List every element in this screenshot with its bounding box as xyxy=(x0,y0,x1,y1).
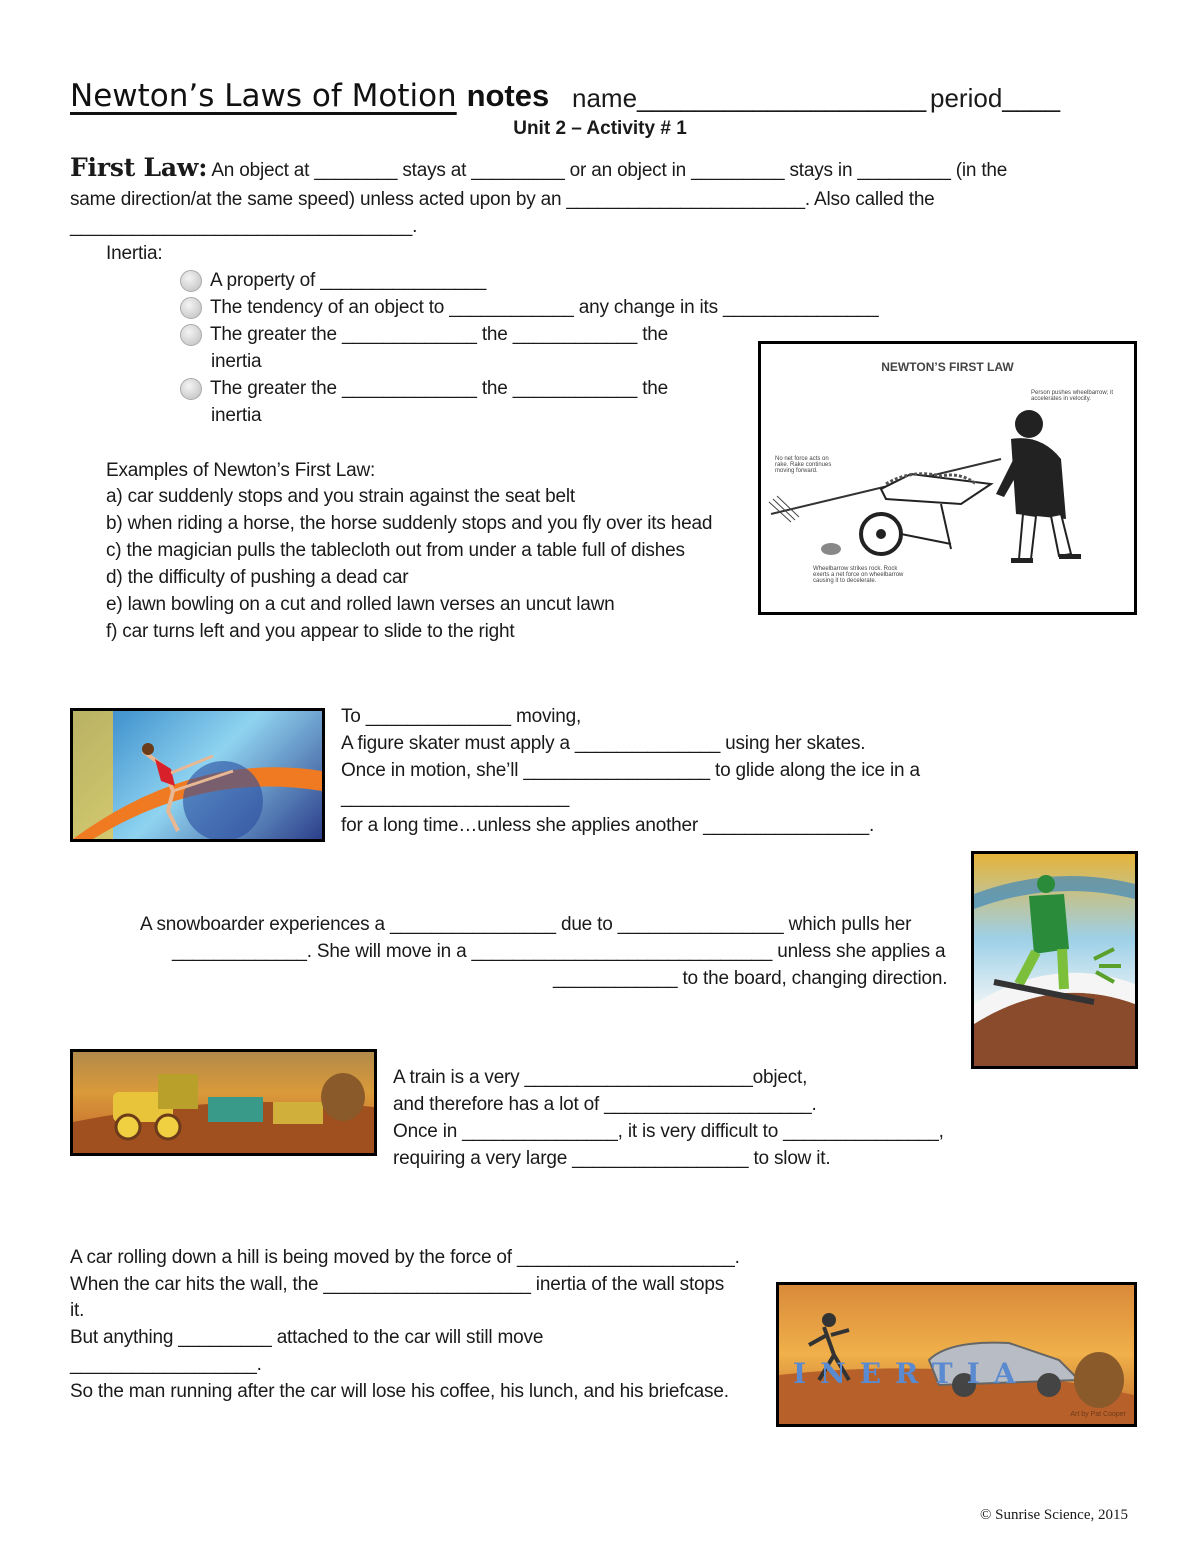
title-main: Newton’s Laws of Motion xyxy=(70,78,457,114)
car-line-5: __________________. xyxy=(70,1354,262,1375)
snowboarder-illustration xyxy=(974,854,1135,1066)
train-line-1: A train is a very ______________________object, xyxy=(393,1067,808,1088)
first-law-text: An object at ________ stays at _________ or an object in _________ stays in _________ (in the xyxy=(211,160,1008,181)
train-image xyxy=(70,1049,377,1156)
title-notes: notes xyxy=(466,78,550,113)
inertia-bullet-4 xyxy=(180,375,668,402)
wheelbarrow-illustration xyxy=(761,344,1134,612)
inertia-bullet-4-cont: inertia xyxy=(211,405,262,426)
skater-line-4: ______________________ xyxy=(341,787,570,808)
figure-note-bottom: Wheelbarrow strikes rock. Rock exerts a net force on wheelbarrow causing it to decelerate. xyxy=(813,566,904,584)
examples-heading: Examples of Newton’s First Law: xyxy=(106,460,376,481)
bullet-icon xyxy=(180,378,202,400)
first-law-label: First Law: xyxy=(70,153,208,182)
skater-line-5: for a long time…unless she applies another ________________. xyxy=(341,815,875,836)
train-line-3: Once in _______________, it is very difficult to _______________, xyxy=(393,1121,944,1142)
artist-credit: Art by Pat Cooper xyxy=(1070,1411,1126,1418)
inertia-bullet-text: The greater the _____________ the ____________ the xyxy=(210,378,669,399)
train-illustration xyxy=(73,1052,374,1153)
example-item: e) lawn bowling on a cut and rolled lawn verses an uncut lawn xyxy=(106,594,615,615)
car-line-2: When the car hits the wall, the ____________________ inertia of the wall stops xyxy=(70,1274,725,1295)
figure-title: NEWTON’S FIRST LAW xyxy=(881,360,1014,374)
figure-note-top: Person pushes wheelbarrow; it accelerates in velocity. xyxy=(1031,390,1114,402)
figure-note-left: No net force acts on rake. Rake continues moving forward. xyxy=(775,456,832,474)
car-line-3: it. xyxy=(70,1300,85,1321)
snowboard-line-2: _____________. She will move in a _____________________________ unless she applies a xyxy=(172,941,946,962)
skater-line-3: Once in motion, she’ll __________________ to glide along the ice in a xyxy=(341,760,920,781)
snowboard-line-1: A snowboarder experiences a ________________ due to ________________ which pulls her xyxy=(140,914,912,935)
copyright: © Sunrise Science, 2015 xyxy=(979,1507,1128,1523)
example-item: c) the magician pulls the tablecloth out from under a table full of dishes xyxy=(106,540,685,561)
example-item: b) when riding a horse, the horse suddenly stops and you fly over its head xyxy=(106,513,713,534)
example-item: a) car suddenly stops and you strain against the seat belt xyxy=(106,486,575,507)
train-line-4: requiring a very large _________________ to slow it. xyxy=(393,1148,831,1169)
first-law-line-1 xyxy=(70,154,1007,184)
bullet-icon xyxy=(180,297,202,319)
inertia-bullet-text: A property of ________________ xyxy=(210,270,487,291)
skater-line-1: To ______________ moving, xyxy=(341,706,582,727)
example-item: d) the difficulty of pushing a dead car xyxy=(106,567,409,588)
inertia-car-image xyxy=(776,1282,1137,1427)
example-item: f) car turns left and you appear to slide to the right xyxy=(106,621,515,642)
inertia-bullet-2 xyxy=(180,294,879,321)
inertia-car-illustration xyxy=(779,1285,1134,1424)
wheelbarrow-figure xyxy=(758,341,1137,615)
skater-line-2: A figure skater must apply a ______________ using her skates. xyxy=(341,733,866,754)
period-field-label: period____ xyxy=(930,83,1061,113)
car-line-6: So the man running after the car will lose his coffee, his lunch, and his briefcase. xyxy=(70,1381,729,1402)
unit-subtitle: Unit 2 – Activity # 1 xyxy=(513,118,687,139)
snowboard-line-3: ____________ to the board, changing direction. xyxy=(553,968,948,989)
page-title xyxy=(70,78,549,114)
name-field-label: name____________________ xyxy=(572,83,927,113)
car-line-4: But anything _________ attached to the car will still move xyxy=(70,1327,544,1348)
first-law-line-3: _________________________________. xyxy=(70,216,418,237)
inertia-bullet-3 xyxy=(180,321,668,348)
figure-skater-illustration xyxy=(73,711,322,839)
bullet-icon xyxy=(180,270,202,292)
train-line-2: and therefore has a lot of ____________________. xyxy=(393,1094,817,1115)
inertia-bullet-3-cont: inertia xyxy=(211,351,262,372)
first-law-line-2: same direction/at the same speed) unless acted upon by an _______________________. Also called the xyxy=(70,189,935,210)
bullet-icon xyxy=(180,324,202,346)
inertia-bullet-1 xyxy=(180,267,486,294)
inertia-bullet-text: The greater the _____________ the ____________ the xyxy=(210,324,669,345)
snowboarder-image xyxy=(971,851,1138,1069)
inertia-bullet-text: The tendency of an object to ____________ any change in its _______________ xyxy=(210,297,879,318)
car-line-1: A car rolling down a hill is being moved by the force of _____________________. xyxy=(70,1247,740,1268)
inertia-label: Inertia: xyxy=(106,243,163,264)
figure-skater-image xyxy=(70,708,325,842)
inertia-word: INERTIA xyxy=(793,1357,1030,1390)
